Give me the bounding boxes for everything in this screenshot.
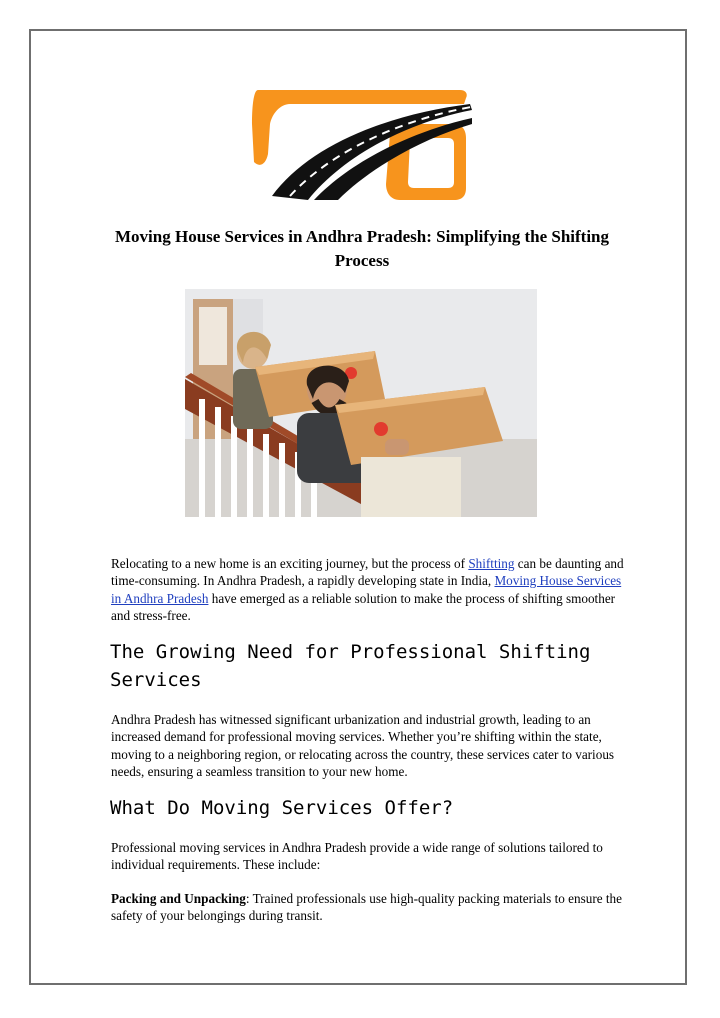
intro-text-2: can be daunting and time-consuming. In Andhra Pradesh, a rapidly developing state in India,: [111, 556, 624, 589]
moving-couple-photo: [185, 289, 537, 517]
intro-text-3: have emerged as a reliable solution to make the process of shifting smoother and stress-free.: [111, 590, 616, 624]
section-heading-services-offer: What Do Moving Services Offer?: [110, 797, 454, 819]
document-title: Moving House Services in Andhra Pradesh: Simplifying the Shifting Process: [115, 227, 609, 270]
packing-term: Packing and Unpacking: [111, 891, 246, 906]
page-frame: [29, 29, 687, 985]
shiftting-link[interactable]: Shiftting: [468, 556, 515, 571]
section-heading-growing-need: The Growing Need for Professional Shifting Services: [110, 641, 591, 691]
section-body-growing-need: Andhra Pradesh has witnessed significant urbanization and industrial growth, leading to an increased demand for professional moving services. Whether you’re shifting within the state, moving to a neighboring region, or relocating across the country, these services cater to various needs, ensuring a seamless transition to your new home.: [111, 712, 615, 780]
intro-text-1: Relocating to a new home is an exciting journey, but the process of: [111, 556, 469, 571]
packing-paragraph: [111, 890, 631, 925]
packing-text: : Trained professionals use high-quality packing materials to ensure the safety of your belongings during transit.: [111, 891, 622, 924]
moving-house-services-link[interactable]: Moving House Services in Andhra Pradesh: [111, 573, 622, 606]
section-body-services-offer: Professional moving services in Andhra Pradesh provide a wide range of solutions tailored to individual requirements. These include:: [111, 840, 603, 873]
road-logo: [250, 84, 476, 204]
intro-paragraph: [111, 555, 631, 625]
